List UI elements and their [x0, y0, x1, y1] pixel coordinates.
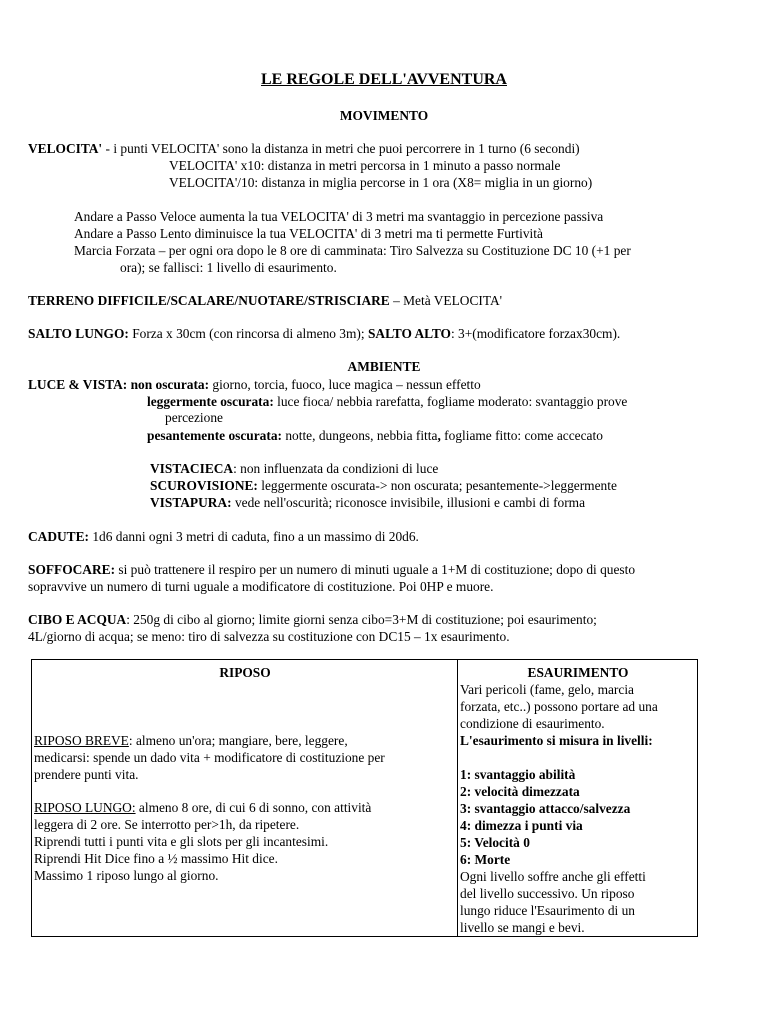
salto-alto-label: SALTO ALTO — [367, 326, 451, 341]
riposo-lungo-cont1: leggera di 2 ore. Se interrotto per>1h, da ripetere. — [34, 817, 300, 832]
esaurimento-heading: ESAURIMENTO — [527, 665, 629, 680]
luce-vista-line — [28, 376, 481, 393]
scurovisione-line — [150, 477, 617, 494]
section-heading-ambiente: AMBIENTE — [347, 359, 421, 374]
soffocare-label: SOFFOCARE: — [28, 562, 116, 577]
esaurimento-outro-2: del livello successivo. Un riposo — [460, 886, 635, 901]
salto-line — [28, 325, 620, 342]
esaurimento-livelli: L'esaurimento si misura in livelli: — [460, 733, 653, 748]
non-oscurata-text: giorno, torcia, fuoco, luce magica – nessun effetto — [209, 377, 481, 392]
passo-veloce: Andare a Passo Veloce aumenta la tua VELOCITA' di 3 metri ma svantaggio in percezione passiva — [74, 209, 604, 224]
esaurimento-livello-6: 6: Morte — [460, 852, 511, 867]
riposo-lungo-cont2: Riprendi tutti i punti vita e gli slots per gli incantesimi. — [34, 834, 329, 849]
esaurimento-cell — [458, 660, 698, 937]
riposo-lungo-cont4: Massimo 1 riposo lungo al giorno. — [34, 868, 219, 883]
luce-vista-label: LUCE & VISTA: — [28, 377, 128, 392]
non-oscurata-label: non oscurata: — [130, 377, 210, 392]
vistacieca-label: VISTACIECA — [150, 461, 234, 476]
velocita-label: VELOCITA' — [28, 141, 103, 156]
pesantemente-text2: fogliame fitto: come accecato — [440, 428, 603, 443]
riposo-heading: RIPOSO — [219, 665, 271, 680]
scurovisione-text: leggermente oscurata-> non oscurata; pesantemente->leggermente — [257, 478, 617, 493]
riposo-lungo-cont3: Riprendi Hit Dice fino a ½ massimo Hit dice. — [34, 851, 278, 866]
esaurimento-intro-1: Vari pericoli (fame, gelo, marcia — [460, 682, 634, 697]
riposo-esaurimento-table — [31, 659, 698, 937]
cibo-line — [28, 611, 597, 628]
riposo-cell — [32, 660, 458, 937]
riposo-lungo-text: almeno 8 ore, di cui 6 di sonno, con attività — [135, 800, 372, 815]
esaurimento-intro-2: forzata, etc..) possono portare ad una — [460, 699, 658, 714]
riposo-lungo-line — [34, 799, 371, 816]
riposo-breve-text: : almeno un'ora; mangiare, bere, leggere, — [128, 733, 348, 748]
velocita-div10: VELOCITA'/10: distanza in miglia percorse in 1 ora (X8= miglia in un giorno) — [169, 175, 593, 190]
riposo-lungo-label: RIPOSO LUNGO: — [34, 800, 136, 815]
leggermente-cont: percezione — [165, 410, 223, 425]
soffocare-text: si può trattenere il respiro per un numero di minuti uguale a 1+M di costituzione; dopo di questo — [115, 562, 636, 577]
soffocare-cont: sopravvive un numero di turni uguale a modificatore di costituzione. Poi 0HP e muore. — [28, 579, 494, 594]
salto-alto-text: : 3+(modificatore forzax30cm). — [450, 326, 621, 341]
page-title: LE REGOLE DELL'AVVENTURA — [261, 71, 507, 88]
esaurimento-livello-1: 1: svantaggio abilità — [460, 767, 576, 782]
vistapura-label: VISTAPURA: — [150, 495, 232, 510]
esaurimento-outro-3: lungo riduce l'Esaurimento di un — [460, 903, 635, 918]
riposo-breve-label: RIPOSO BREVE — [34, 733, 129, 748]
cadute-label: CADUTE: — [28, 529, 90, 544]
esaurimento-intro-3: condizione di esaurimento. — [460, 716, 605, 731]
vistapura-line — [150, 494, 585, 511]
cadute-text: 1d6 danni ogni 3 metri di caduta, fino a un massimo di 20d6. — [89, 529, 419, 544]
cibo-cont: 4L/giorno di acqua; se meno: tiro di salvezza su costituzione con DC15 – 1x esaurimento. — [28, 629, 510, 644]
terreno-text: – Metà VELOCITA' — [389, 293, 503, 308]
esaurimento-outro-4: livello se mangi e bevi. — [460, 920, 585, 935]
marcia-forzata-cont: ora); se fallisci: 1 livello di esaurimento. — [120, 260, 337, 275]
salto-lungo-text: Forza x 30cm (con rincorsa di almeno 3m); — [128, 326, 368, 341]
esaurimento-livello-4: 4: dimezza i punti via — [460, 818, 583, 833]
leggermente-line — [147, 393, 627, 410]
terreno-line — [28, 292, 502, 309]
pesantemente-text: notte, dungeons, nebbia fitta — [282, 428, 438, 443]
riposo-breve-cont1: medicarsi: spende un dado vita + modificatore di costituzione per — [34, 750, 385, 765]
esaurimento-outro-1: Ogni livello soffre anche gli effetti — [460, 869, 646, 884]
esaurimento-livello-2: 2: velocità dimezzata — [460, 784, 580, 799]
pesantemente-comma: , — [437, 428, 441, 443]
riposo-breve-cont2: prendere punti vita. — [34, 767, 139, 782]
vistacieca-text: : non influenzata da condizioni di luce — [233, 461, 439, 476]
terreno-label: TERRENO DIFFICILE/SCALARE/NUOTARE/STRISCIARE — [28, 293, 390, 308]
leggermente-label: leggermente oscurata: — [147, 394, 274, 409]
velocita-x10: VELOCITA' x10: distanza in metri percorsa in 1 minuto a passo normale — [169, 158, 561, 173]
pesantemente-line — [147, 427, 603, 444]
salto-lungo-label: SALTO LUNGO: — [28, 326, 129, 341]
velocita-text: - i punti VELOCITA' sono la distanza in metri che puoi percorrere in 1 turno (6 secondi) — [102, 141, 580, 156]
pesantemente-label: pesantemente oscurata: — [147, 428, 282, 443]
cibo-text: : 250g di cibo al giorno; limite giorni senza cibo=3+M di costituzione; poi esaurimento; — [126, 612, 597, 627]
vistacieca-line — [150, 460, 438, 477]
marcia-forzata: Marcia Forzata – per ogni ora dopo le 8 ore di camminata: Tiro Salvezza su Costituzione DC 10 (+1 per — [74, 243, 631, 258]
scurovisione-label: SCUROVISIONE: — [150, 478, 258, 493]
leggermente-text: luce fioca/ nebbia rarefatta, fogliame moderato: svantaggio prove — [273, 394, 628, 409]
riposo-breve-line — [34, 732, 348, 749]
vistapura-text: vede nell'oscurità; riconosce invisibile, illusioni e cambi di forma — [231, 495, 586, 510]
passo-lento: Andare a Passo Lento diminuisce la tua VELOCITA' di 3 metri ma ti permette Furtività — [74, 226, 543, 241]
soffocare-line — [28, 561, 635, 578]
cadute-line — [28, 528, 419, 545]
velocita-line — [28, 140, 580, 157]
esaurimento-livello-3: 3: svantaggio attacco/salvezza — [460, 801, 631, 816]
section-heading-movimento: MOVIMENTO — [339, 108, 429, 123]
esaurimento-livello-5: 5: Velocità 0 — [460, 835, 530, 850]
cibo-label: CIBO E ACQUA — [28, 612, 127, 627]
